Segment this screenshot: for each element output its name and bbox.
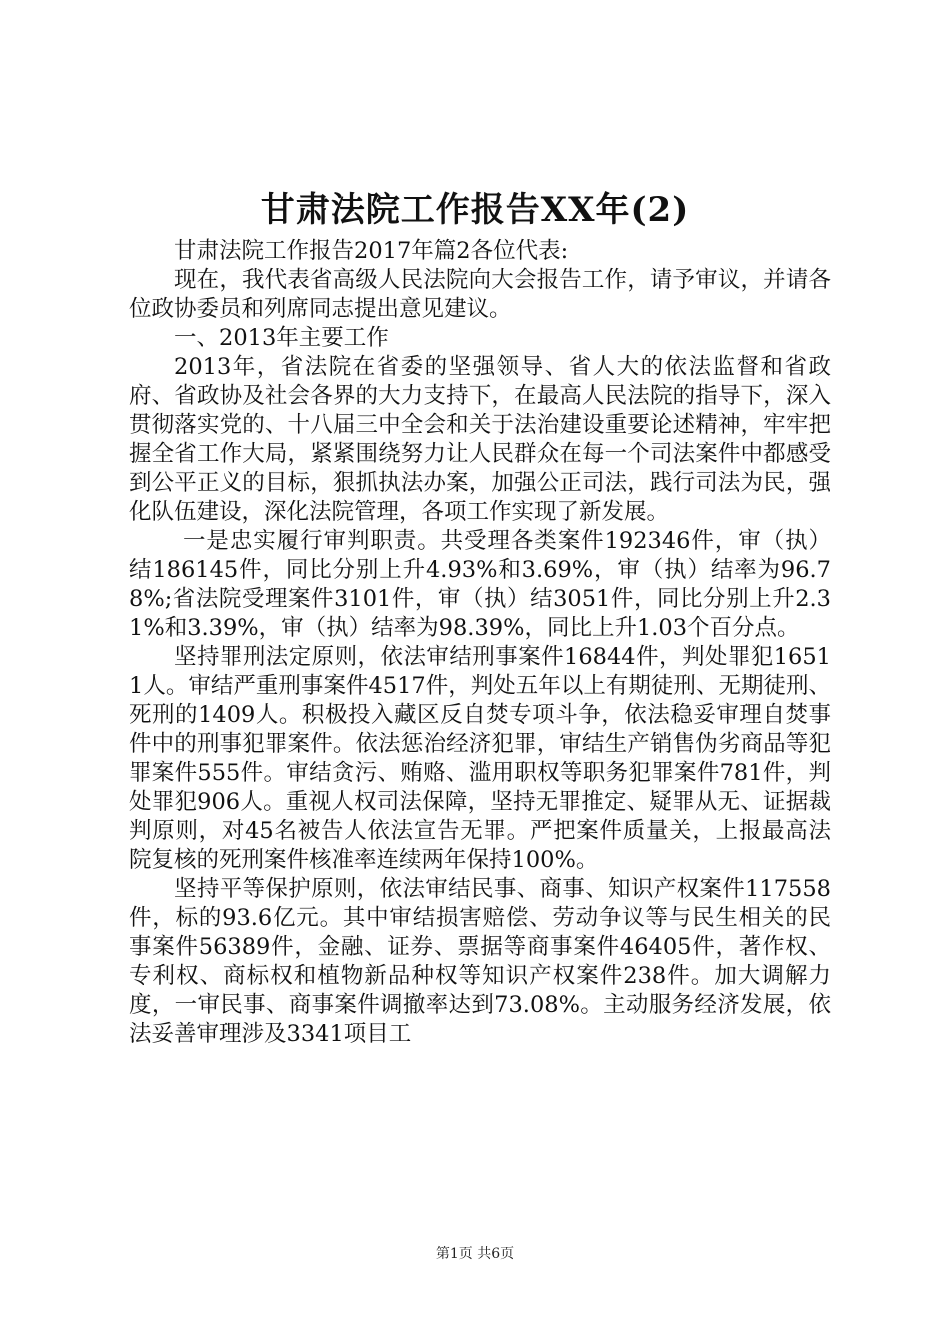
paragraph-criminal-cases: 坚持罪刑法定原则，依法审结刑事案件16844件，判处罪犯16511人。审结严重刑事案件4517件，判处五年以上有期徒刑、无期徒刑、死刑的1409人。积极投入藏区反自焚专项斗争，依法稳妥审理自焚事件中的刑事犯罪案件。依法惩治经济犯罪，审结生产销售伪劣商品等犯罪案件555件。审结贪污、贿赂、滥用职权等职务犯罪案件781件，判处罪犯906人。重视人权司法保障，坚持无罪推定、疑罪从无、证据裁判原则，对45名被告人依法宣告无罪。严把案件质量关，上报最高法院复核的死刑案件核准率连续两年保持100%。 (129, 644, 831, 873)
document-body (129, 237, 831, 1049)
paragraph-salutation: 甘肃法院工作报告2017年篇2各位代表: (174, 238, 569, 264)
paragraph-intro: 现在，我代表省高级人民法院向大会报告工作，请予审议，并请各位政协委员和列席同志提出意见建议。 (129, 267, 831, 322)
paragraph-civil-cases: 坚持平等保护原则，依法审结民事、商事、知识产权案件117558件，标的93.6亿元。其中审结损害赔偿、劳动争议等与民生相关的民事案件56389件，金融、证券、票据等商事案件46405件，著作权、专利权、商标权和植物新品种权等知识产权案件238件。加大调解力度，一审民事、商事案件调撤率达到73.08%。主动服务经济发展，依法妥善审理涉及3341项目工 (129, 876, 831, 1047)
paragraph-overview: 2013年，省法院在省委的坚强领导、省人大的依法监督和省政府、省政协及社会各界的大力支持下，在最高人民法院的指导下，深入贯彻落实党的、十八届三中全会和关于法治建设重要论述精神，牢牢把握全省工作大局，紧紧围绕努力让人民群众在每一个司法案件中都感受到公平正义的目标，狠抓执法办案，加强公正司法，践行司法为民，强化队伍建设，深化法院管理，各项工作实现了新发展。 (129, 354, 831, 525)
document-title: 甘肃法院工作报告XX年(2) (260, 190, 690, 230)
section-heading: 一、2013年主要工作 (174, 325, 389, 351)
paragraph-trial-duties: 一是忠实履行审判职责。共受理各类案件192346件，审（执）结186145件，同比分别上升4.93%和3.69%，审（执）结率为96.78%;省法院受理案件3101件，审（执）结3051件，同比分别上升2.31%和3.39%，审（执）结率为98.39%，同比上升1.03个百分点。 (129, 528, 831, 641)
page-footer: 第1页 共6页 (435, 1246, 515, 1262)
